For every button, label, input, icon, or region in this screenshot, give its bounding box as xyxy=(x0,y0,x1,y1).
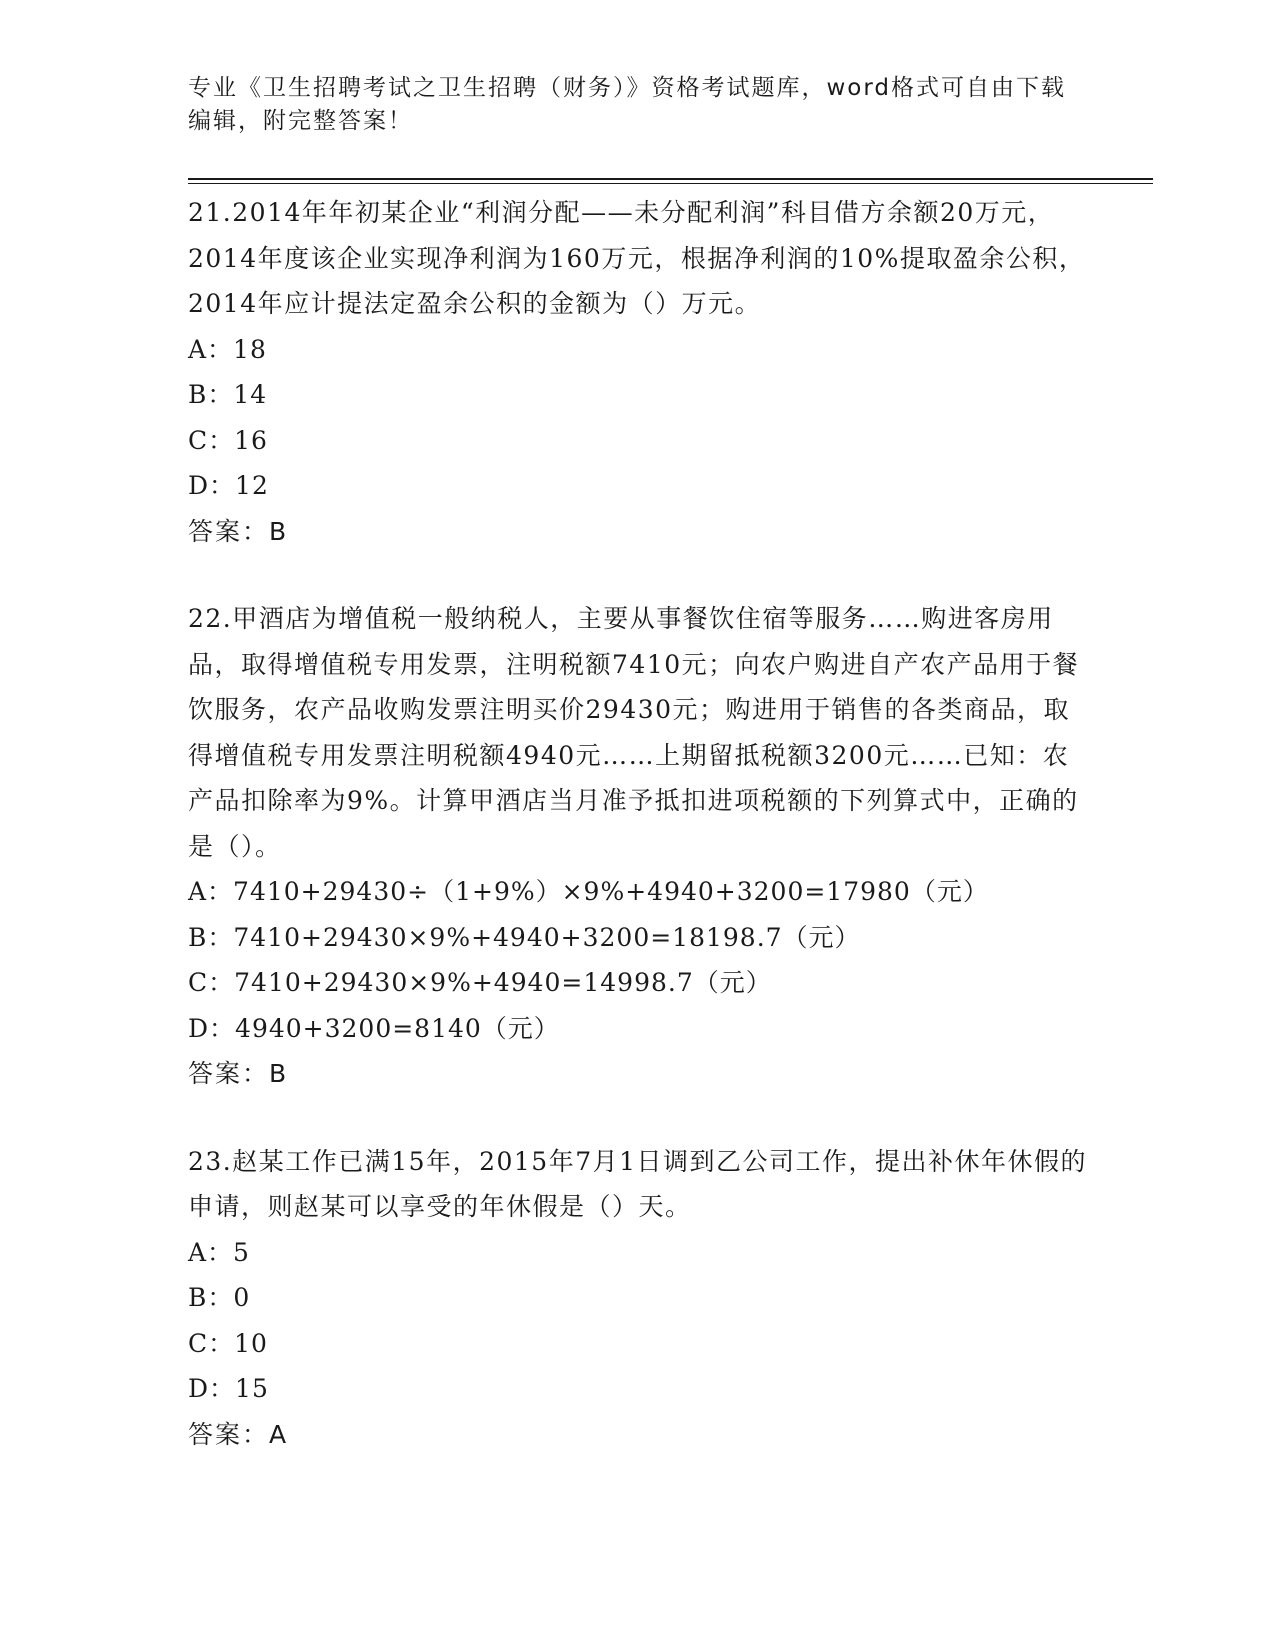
option-a: A：18 xyxy=(188,334,267,364)
question-stem: 22.甲酒店为增值税一般纳税人，主要从事餐饮住宿等服务……购进客房用品，取得增值税专用发票，注明税额7410元；向农户购进自产农产品用于餐饮服务，农产品收购发票注明买价29430元；购进用于销售的各类商品，取得增值税专用发票注明税额4940元……上期留抵税额3200元……已知：农产品扣除率为9%。计算甲酒店当月准予抵扣进项税额的下列算式中，正确的是（）。 xyxy=(188,604,1080,861)
answer-line: 答案：B xyxy=(188,1059,289,1088)
question-23 xyxy=(188,1139,1088,1458)
question-list xyxy=(188,190,1088,1457)
answer-line: 答案：B xyxy=(188,516,289,546)
option-c: C：7410+29430×9%+4940=14998.7（元） xyxy=(188,968,772,997)
option-b: B：0 xyxy=(188,1283,251,1312)
header-rule-thin xyxy=(188,183,1153,184)
question-stem: 21.2014年年初某企业“利润分配——未分配利润”科目借方余额20万元，2014年度该企业实现净利润为160万元，根据净利润的10%提取盈余公积，2014年应计提法定盈余公积的金额为（）万元。 xyxy=(188,198,1086,318)
option-d: D：15 xyxy=(188,1374,269,1403)
document-header: 专业《卫生招聘考试之卫生招聘（财务）》资格考试题库，word格式可自由下载编辑，附完整答案！ xyxy=(188,75,1067,134)
question-stem: 23.赵某工作已满15年，2015年7月1日调到乙公司工作，提出补休年休假的申请，则赵某可以享受的年休假是（）天。 xyxy=(188,1146,1088,1221)
question-22 xyxy=(188,596,1088,1097)
option-c: C：10 xyxy=(188,1328,268,1358)
option-d: D：4940+3200=8140（元） xyxy=(188,1013,560,1043)
option-b: B：7410+29430×9%+4940+3200=18198.7（元） xyxy=(188,922,861,952)
option-d: D：12 xyxy=(188,471,269,500)
option-b: B：14 xyxy=(188,380,268,409)
question-spacer xyxy=(188,1097,1088,1139)
option-a: A：5 xyxy=(188,1237,250,1267)
option-c: C：16 xyxy=(188,425,268,455)
option-a: A：7410+29430÷（1+9%）×9%+4940+3200=17980（元） xyxy=(188,877,989,906)
answer-line: 答案：A xyxy=(188,1419,289,1449)
header-rule-thick xyxy=(188,178,1153,180)
question-spacer xyxy=(188,554,1088,596)
question-21 xyxy=(188,190,1088,554)
